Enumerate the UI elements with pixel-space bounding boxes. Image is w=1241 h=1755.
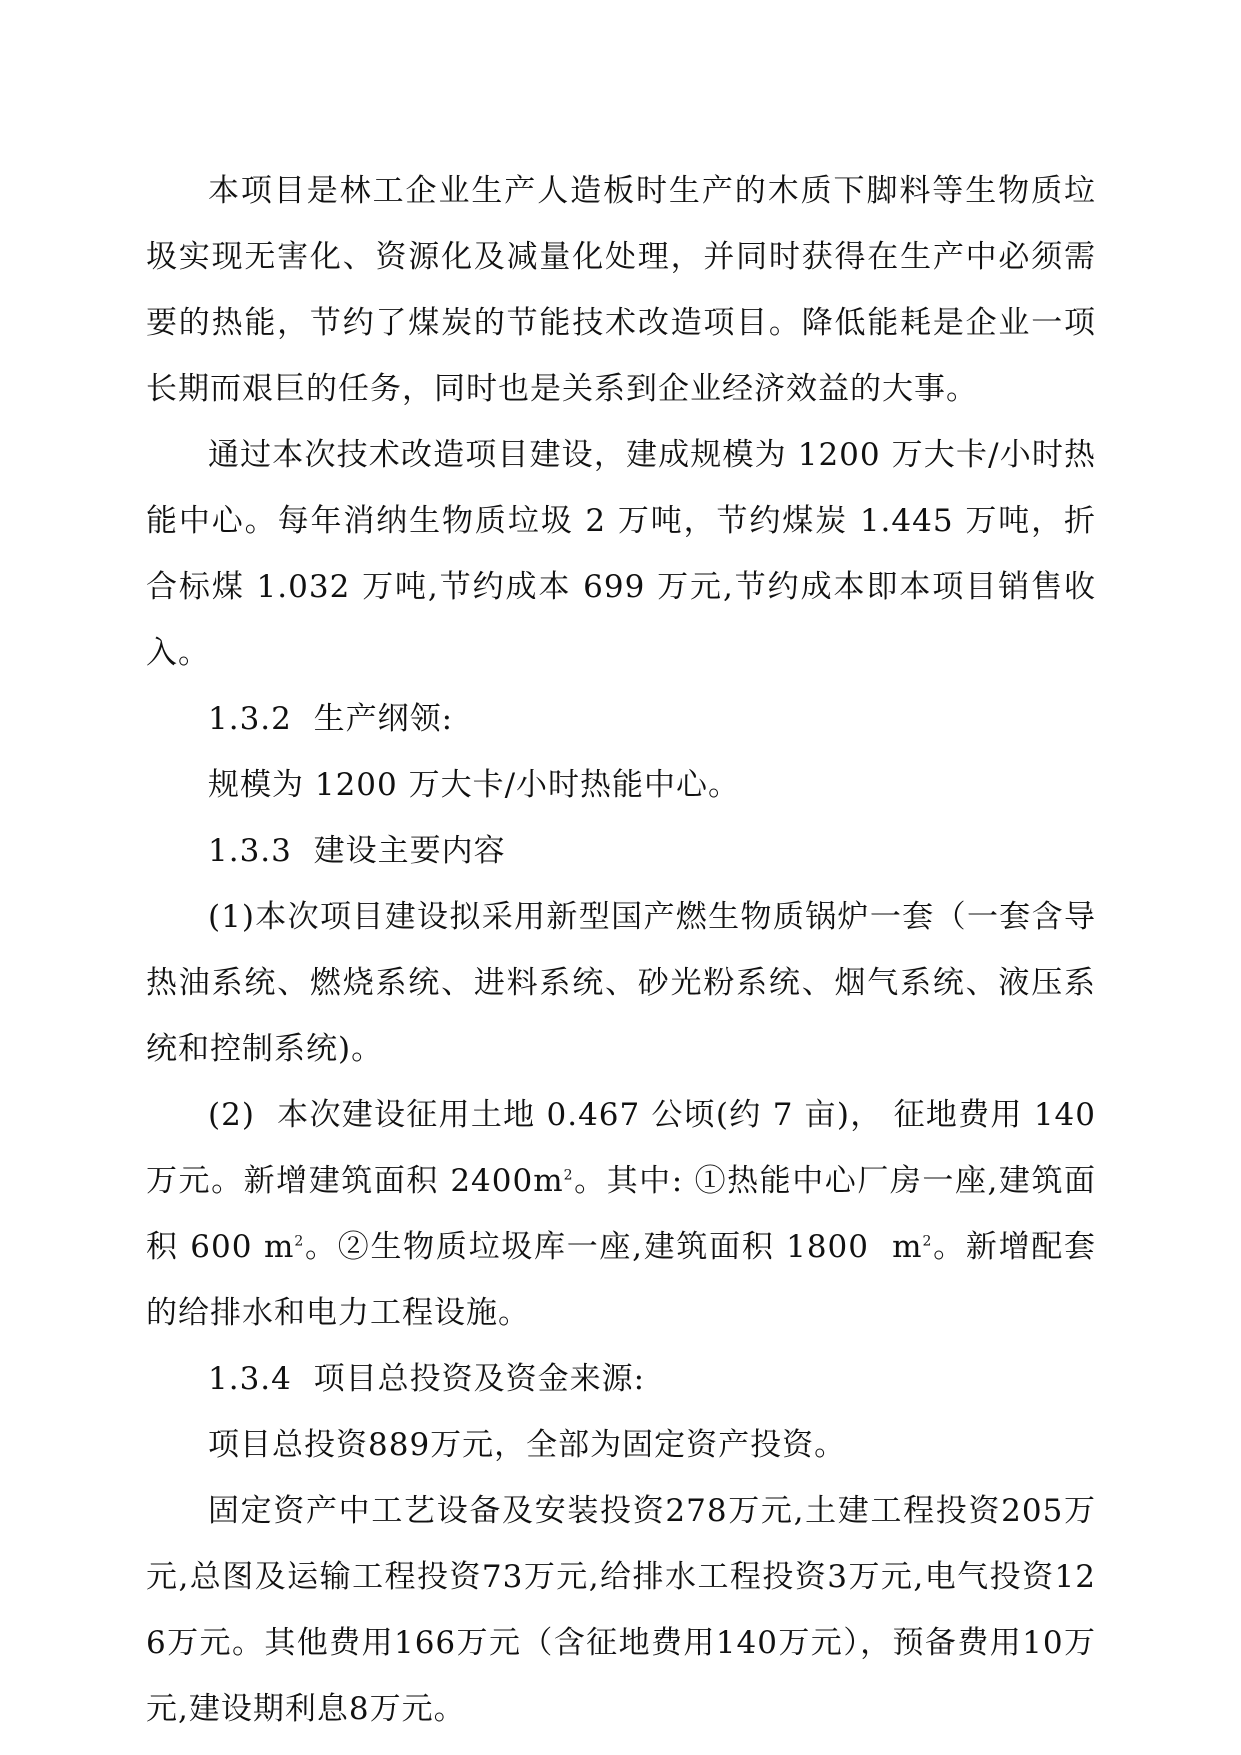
square-meter-superscript: 2: [922, 1233, 933, 1250]
section-heading-1-3-3: 1.3.3 建设主要内容: [208, 833, 506, 869]
paragraph-total-investment: 项目总投资889万元，全部为固定资产投资。: [208, 1427, 847, 1463]
paragraph-production-program: 规模为 1200 万大卡/小时热能中心。: [208, 767, 741, 803]
square-meter-superscript: 2: [563, 1167, 574, 1184]
section-heading-1-3-2: 1.3.2 生产纲领:: [208, 701, 454, 737]
paragraph-main-content-2-part-d: 。新增配套的给排水和电力工程设施。: [146, 1229, 1097, 1331]
paragraph-fixed-asset-breakdown: 固定资产中工艺设备及安装投资278万元,土建工程投资205万元,总图及运输工程投资73万元,给排水工程投资3万元,电气投资126万元。其他费用166万元（含征地费用140万元），预备费用10万元,建设期利息8万元。: [146, 1493, 1096, 1727]
square-meter-superscript: 2: [294, 1233, 305, 1250]
paragraph-main-content-2-part-b: 。其中: ①热能中心厂房一座,建筑面积 600 m: [146, 1163, 1096, 1265]
paragraph-main-content-1: (1)本次项目建设拟采用新型国产燃生物质锅炉一套（一套含导热油系统、燃烧系统、进料系统、砂光粉系统、烟气系统、液压系统和控制系统)。: [146, 899, 1096, 1067]
paragraph-main-content-2: [146, 1082, 1107, 1346]
section-heading-1-3-4: 1.3.4 项目总投资及资金来源:: [208, 1361, 646, 1397]
document-body: [146, 158, 1107, 1742]
paragraph-main-content-2-part-a: (2) 本次建设征用土地 0.467 公顷(约 7 亩)， 征地费用 140 万元。新增建筑面积 2400m: [146, 1097, 1107, 1199]
paragraph-main-content-2-part-c: 。②生物质垃圾库一座,建筑面积 1800 m: [304, 1229, 923, 1265]
paragraph-construction-scale: 通过本次技术改造项目建设，建成规模为 1200 万大卡/小时热能中心。每年消纳生物质垃圾 2 万吨，节约煤炭 1.445 万吨，折合标煤 1.032 万吨,节约成本 699 万元,节约成本即本项目销售收入。: [146, 437, 1096, 671]
paragraph-project-intro: 本项目是林工企业生产人造板时生产的木质下脚料等生物质垃圾实现无害化、资源化及减量化处理，并同时获得在生产中必须需要的热能，节约了煤炭的节能技术改造项目。降低能耗是企业一项长期而艰巨的任务，同时也是关系到企业经济效益的大事。: [146, 173, 1096, 407]
